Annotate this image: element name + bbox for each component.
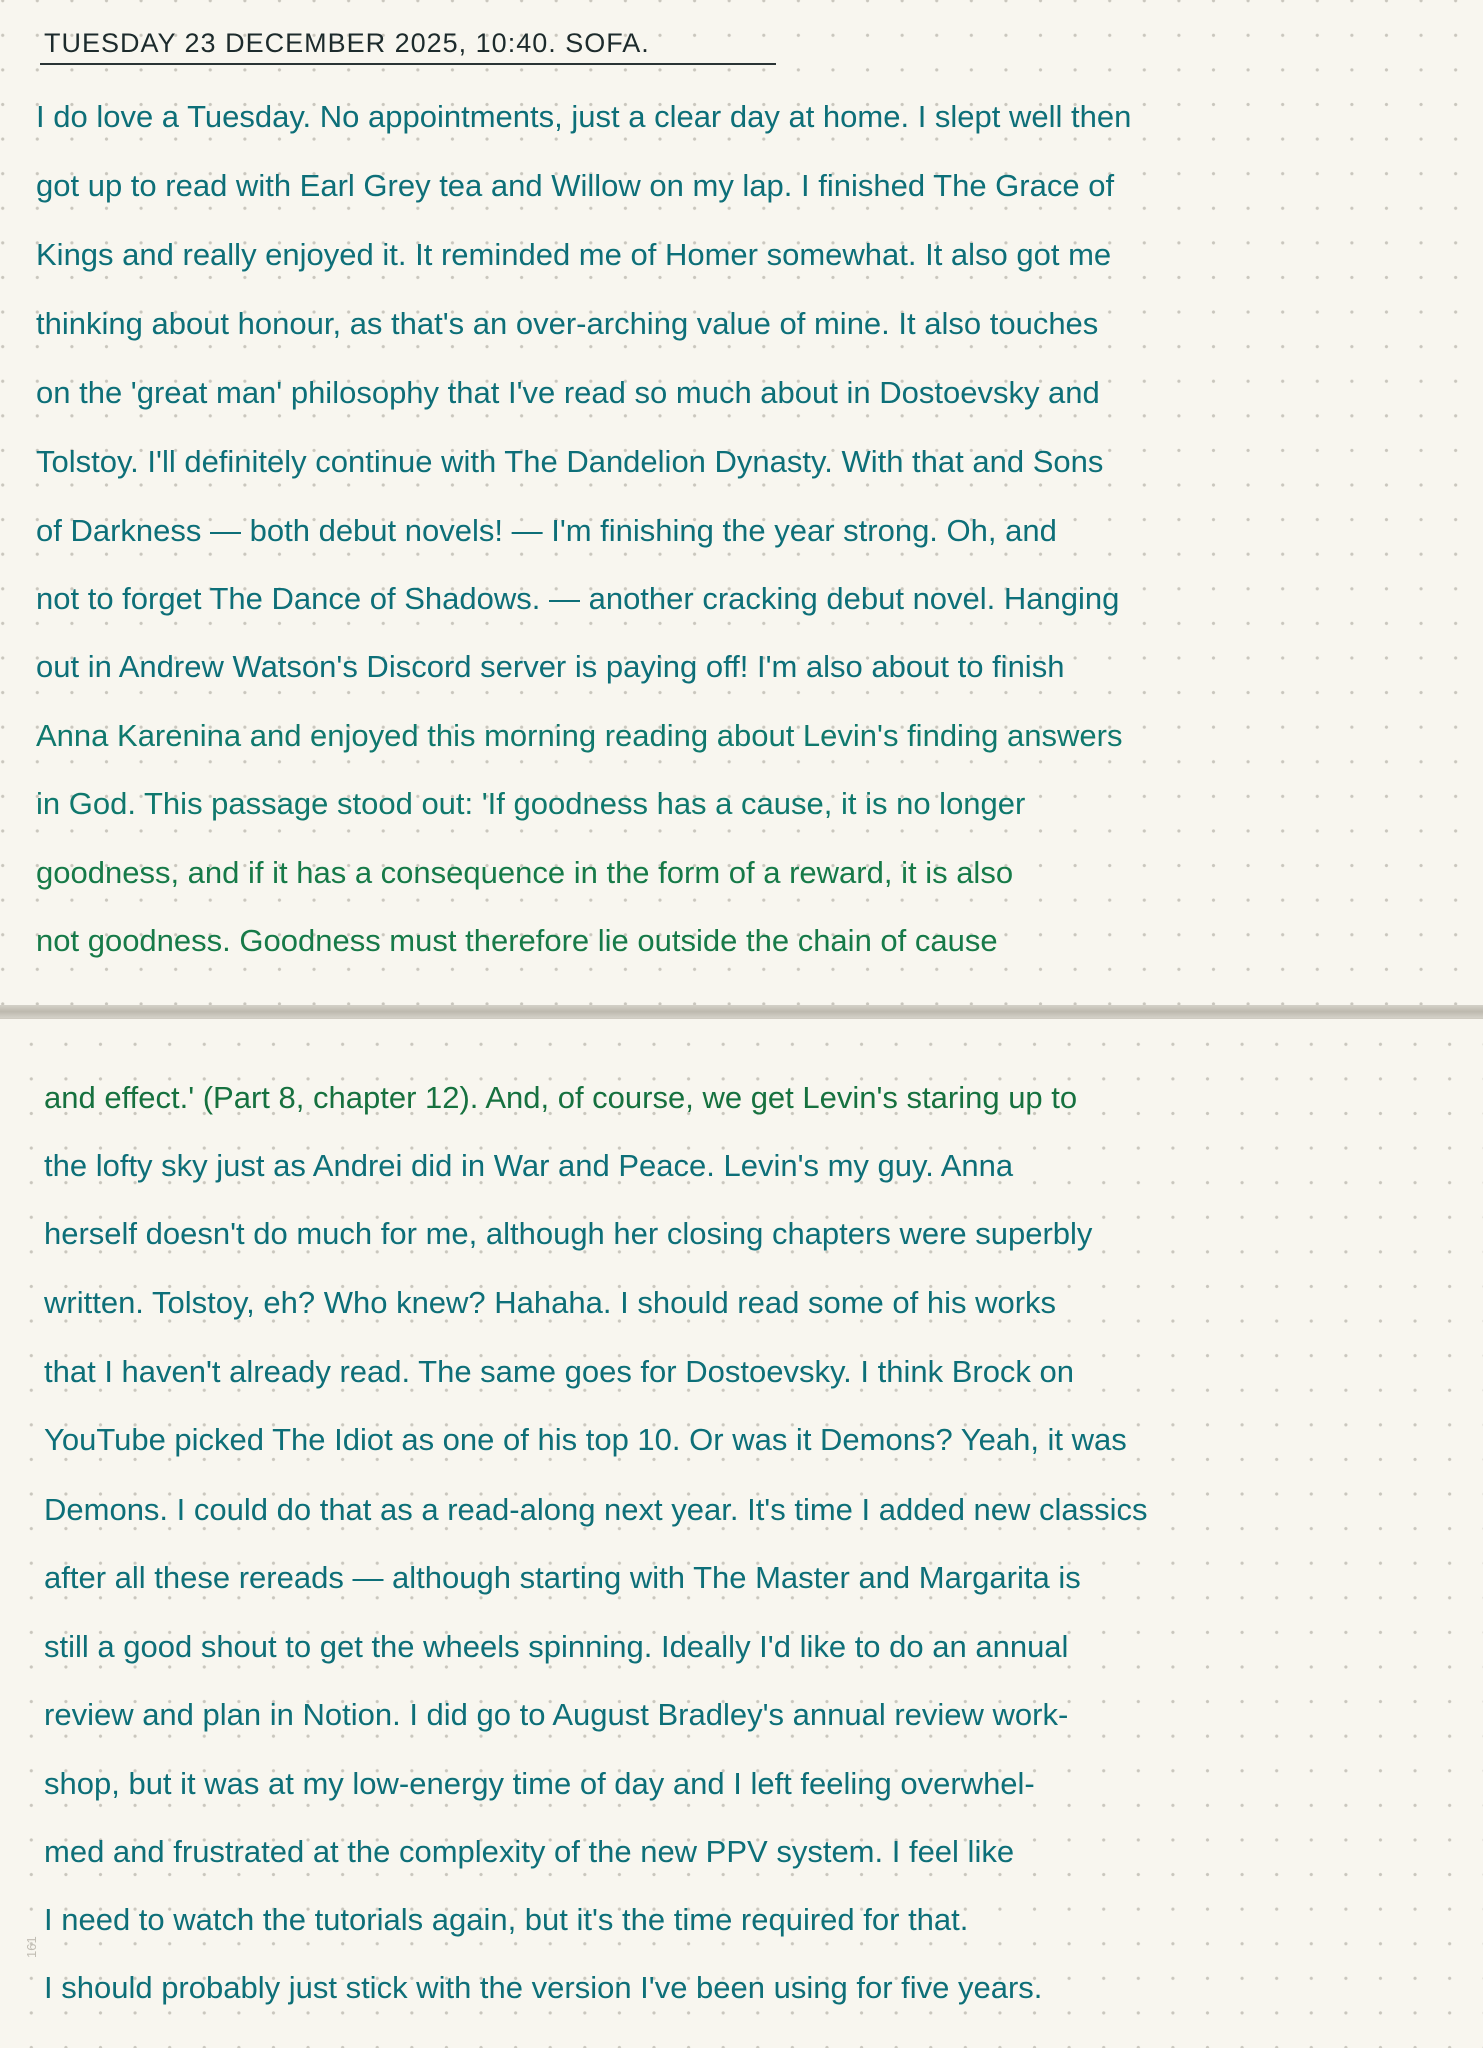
entry-line: shop, but it was at my low-energy time of day and I left feeling overwhel- bbox=[44, 1766, 1035, 1801]
entry-line: not to forget The Dance of Shadows. — another cracking debut novel. Hanging bbox=[36, 581, 1120, 616]
entry-line: Demons. I could do that as a read-along next year. It's time I added new classics bbox=[44, 1492, 1148, 1527]
entry-line: review and plan in Notion. I did go to August Bradley's annual review work- bbox=[44, 1697, 1069, 1732]
entry-line: herself doesn't do much for me, although her closing chapters were superbly bbox=[44, 1216, 1093, 1251]
entry-line: on the 'great man' philosophy that I've read so much about in Dostoevsky and bbox=[36, 375, 1100, 410]
page-number: 161 bbox=[24, 1936, 39, 1958]
entry-line: Tolstoy. I'll definitely continue with The Dandelion Dynasty. With that and Sons bbox=[36, 444, 1104, 479]
entry-line: I should probably just stick with the version I've been using for five years. bbox=[44, 1970, 1043, 2005]
entry-line: I need to watch the tutorials again, but it's the time required for that. bbox=[44, 1902, 969, 1937]
entry-line: got up to read with Earl Grey tea and Willow on my lap. I finished The Grace of bbox=[36, 168, 1115, 203]
notebook-gutter bbox=[0, 1005, 1483, 1018]
entry-line: of Darkness — both debut novels! — I'm finishing the year strong. Oh, and bbox=[36, 513, 1057, 548]
entry-line: thinking about honour, as that's an over-arching value of mine. It also touches bbox=[36, 306, 1099, 341]
entry-line: written. Tolstoy, eh? Who knew? Hahaha. I should read some of his works bbox=[44, 1285, 1057, 1320]
entry-line: after all these rereads — although starting with The Master and Margarita is bbox=[44, 1560, 1081, 1595]
entry-line: the lofty sky just as Andrei did in War and Peace. Levin's my guy. Anna bbox=[44, 1148, 1014, 1183]
entry-line: Anna Karenina and enjoyed this morning reading about Levin's finding answers bbox=[36, 718, 1123, 753]
entry-line: med and frustrated at the complexity of the new PPV system. I feel like bbox=[44, 1834, 1015, 1869]
header-underline bbox=[40, 63, 776, 65]
entry-line: out in Andrew Watson's Discord server is paying off! I'm also about to finish bbox=[36, 649, 1065, 684]
entry-line: not goodness. Goodness must therefore lie outside the chain of cause bbox=[36, 923, 998, 958]
entry-line: goodness, and if it has a consequence in the form of a reward, it is also bbox=[36, 855, 1014, 890]
entry-line: Kings and really enjoyed it. It reminded me of Homer somewhat. It also got me bbox=[36, 237, 1112, 272]
entry-header: TUESDAY 23 DECEMBER 2025, 10:40. SOFA. bbox=[44, 28, 650, 58]
entry-line: I do love a Tuesday. No appointments, just a clear day at home. I slept well then bbox=[36, 99, 1132, 134]
entry-line: that I haven't already read. The same goes for Dostoevsky. I think Brock on bbox=[44, 1354, 1075, 1389]
entry-line: and effect.' (Part 8, chapter 12). And, of course, we get Levin's staring up to bbox=[44, 1080, 1078, 1115]
entry-line: YouTube picked The Idiot as one of his top 10. Or was it Demons? Yeah, it was bbox=[44, 1422, 1127, 1457]
entry-line: still a good shout to get the wheels spinning. Ideally I'd like to do an annual bbox=[44, 1629, 1069, 1664]
entry-line: in God. This passage stood out: 'If goodness has a cause, it is no longer bbox=[36, 786, 1026, 821]
